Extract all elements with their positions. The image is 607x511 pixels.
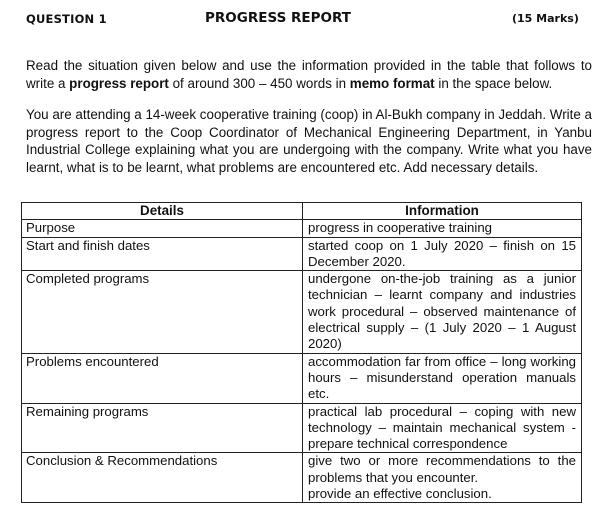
question-header — [0, 10, 607, 28]
info-line: provide an effective conclusion. — [308, 486, 492, 502]
table-row — [22, 403, 582, 453]
detail-cell: Remaining programs — [22, 403, 303, 453]
instruction-emphasis-progress-report: progress report — [69, 75, 169, 91]
column-header-details: Details — [22, 203, 303, 220]
table-row — [22, 237, 582, 271]
question-number: QUESTION 1 — [26, 12, 107, 26]
detail-cell: Purpose — [22, 220, 303, 237]
table-row — [22, 453, 582, 503]
situation-paragraph: You are attending a 14-week cooperative training (coop) in Al-Bukh company in Jeddah. Write a progress report to the Coop Coordinator of Mechanical Engineering Department, in Yanbu Industrial College explaining what you are undergoing with the company. Write what you have learnt, what is to be learnt, what problems are encountered etc. Add necessary details. — [26, 107, 592, 175]
instruction-text: Read the situation given below and use the information provided in the table that follows to write a — [26, 58, 592, 91]
instruction-emphasis-memo-format: memo format — [349, 75, 435, 91]
detail-cell: Problems encountered — [22, 353, 303, 403]
info-cell: accommodation far from office – long working hours – misunderstand operation manuals etc. — [303, 353, 582, 403]
instruction-paragraph — [26, 57, 592, 92]
table-row — [22, 353, 582, 403]
detail-cell: Conclusion & Recommendations — [22, 453, 303, 503]
info-cell: progress in cooperative training — [303, 220, 582, 237]
info-cell: started coop on 1 July 2020 – finish on 15 December 2020. — [303, 237, 582, 271]
question-title: PROGRESS REPORT — [205, 10, 351, 26]
detail-cell: Start and finish dates — [22, 237, 303, 271]
detail-cell: Completed programs — [22, 271, 303, 353]
table-row — [22, 271, 582, 353]
info-cell: undergone on-the-job training as a junior technician – learnt company and industries work procedural – observed maintenance of electrical supply – (1 July 2020 – 1 August 2020) — [303, 271, 582, 353]
instruction-text: in the space below. — [434, 75, 553, 91]
info-cell — [303, 453, 582, 503]
information-table — [21, 202, 582, 503]
column-header-information: Information — [303, 203, 582, 220]
table-row — [22, 220, 582, 237]
instruction-text: of around 300 – 450 words in — [168, 75, 350, 91]
info-cell: practical lab procedural – coping with new technology – maintain mechanical system - prepare technical correspondence — [303, 403, 582, 453]
table-header-row — [22, 203, 582, 220]
info-line: give two or more recommendations to the problems that you encounter. — [308, 453, 576, 485]
question-marks: (15 Marks) — [512, 12, 579, 25]
